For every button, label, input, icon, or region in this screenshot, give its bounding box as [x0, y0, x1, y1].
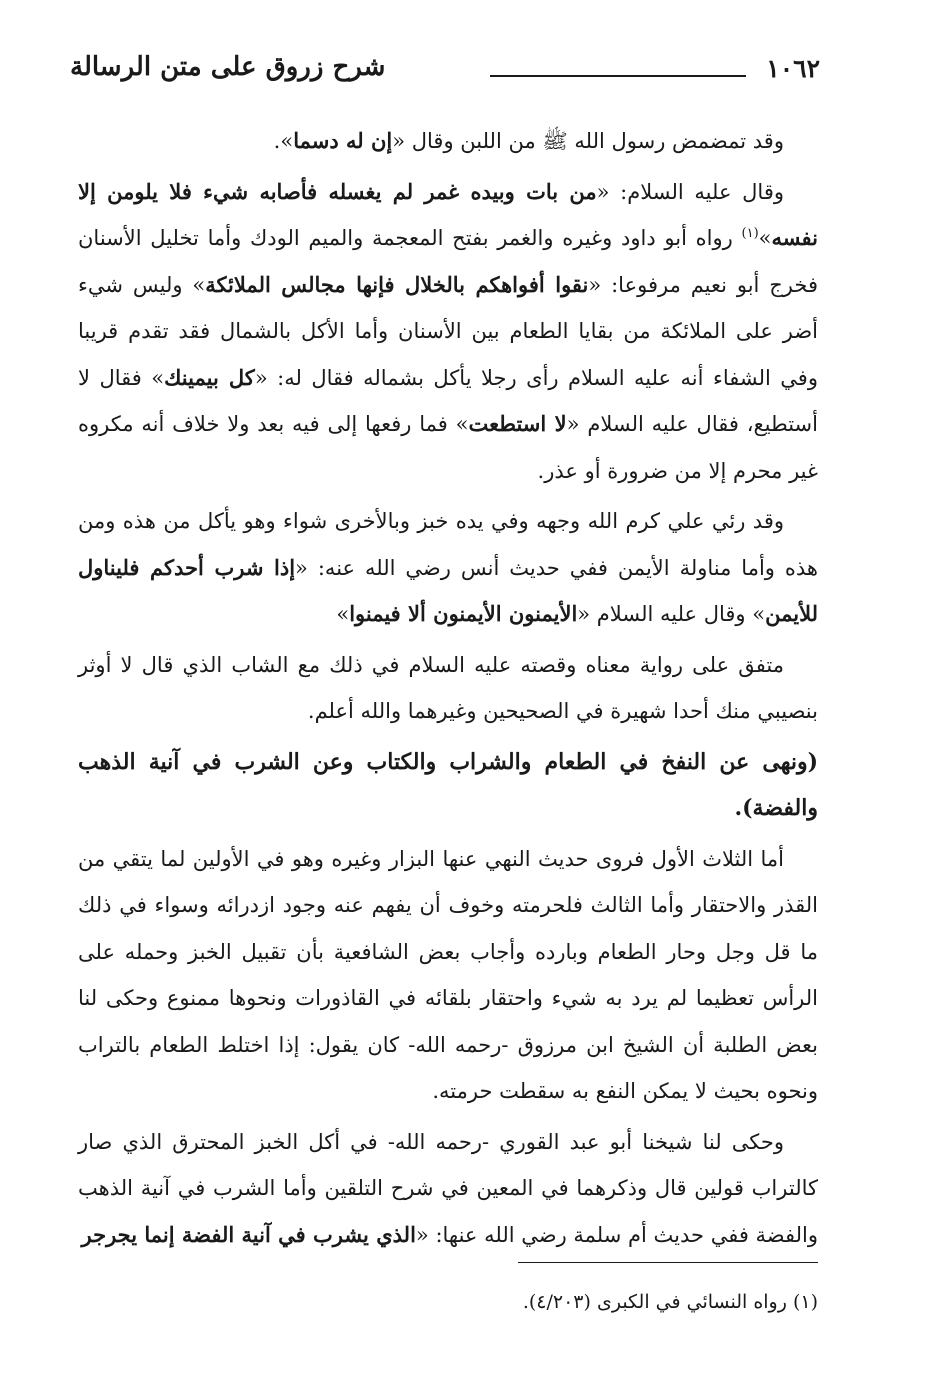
paragraph: وحكى لنا شيخنا أبو عبد القوري -رحمه الله- في أكل الخبز المحترق الذي صار كالتراب قولين قال وذكرهما في المعين في شرح التلقين وأما الشرب في آنية الذهب والفضة ففي حديث أم سلمة رضي الله عنها: «الذي يشرب في آنية الفضة إنما يجرجر — [78, 1129, 818, 1247]
hadith-quote: الأيمنون الأيمنون ألا فيمنوا — [349, 601, 578, 626]
hadith-quote: إذا شرب أحدكم فليناول للأيمن — [78, 554, 818, 626]
page-number: ١٠٦٢ — [766, 54, 820, 83]
hadith-quote: من بات وبيده غمر لم يغسله فأصابه شيء فلا يلومن إلا نفسه — [78, 178, 818, 250]
header-rule — [490, 75, 746, 77]
footnote-rule — [518, 1262, 818, 1263]
hadith-quote: الذي يشرب في آنية الفضة إنما يجرجر — [81, 1221, 416, 1247]
matn-heading: (ونهى عن النفخ في الطعام والشراب والكتاب وعن الشرب في آنية الذهب والفضة). — [78, 748, 818, 821]
footnote: (١) رواه النسائي في الكبرى (٤/٢٠٣). — [522, 1291, 818, 1313]
footnote-marker: (١) — [741, 226, 759, 241]
paragraph: وقد تمضمض رسول الله ﷺ من اللبن وقال «إن له دسما». — [273, 128, 784, 153]
hadith-quote: كل بيمينك — [164, 364, 255, 390]
page-header — [70, 48, 820, 92]
running-title: شرح زروق على متن الرسالة — [70, 52, 386, 82]
hadith-quote: نقوا أفواهكم بالخلال فإنها مجالس الملائكة — [205, 271, 589, 297]
body-text — [78, 118, 818, 1262]
hadith-quote: إن له دسما — [293, 128, 393, 153]
paragraph: وقال عليه السلام: «من بات وبيده غمر لم يغسله فأصابه شيء فلا يلومن إلا نفسه»$^{(١)}$ رواه أبو داود وغيره والغمر بفتح المعجمة والميم الودك وأما تخليل الأسنان فخرج أبو نعيم مرفوعا: «نقوا أفواهكم بالخلال فإنها مجالس الملائكة» وليس شيء أضر على الملائكة من بقايا الطعام بين الأسنان وأما الأكل بالشمال فقد تقدم قريبا وفي الشفاء أنه عليه السلام رأى رجلا يأكل بشماله فقال له: «كل بيمينك» فقال لا أستطيع، فقال عليه السلام «لا استطعت» فما رفعها إلى فيه بعد ولا خلاف أنه مكروه غير محرم إلا من ضرورة أو عذر. — [78, 178, 818, 483]
hadith-quote: لا استطعت — [468, 411, 567, 436]
paragraph: أما الثلاث الأول فروى حديث النهي عنها البزار وغيره وهو في الأولين لما يتقي من القذر والاحتقار وأما الثالث فلحرمته وخوف أن يفهم عنه وجود ازدرائه وسواء في ذلك ما قل وجل وحار الطعام وبارده وأجاب بعض الشافعية بأن تقبيل الخبز وحمله على الرأس تعظيما لم يرد به شيء واحتقار بلقائه في القاذورات ونحوها ممنوع وحكى لنا بعض الطلبة أن الشيخ ابن مرزوق -رحمه الله- كان يقول: إذا اختلط الطعام بالتراب ونحوه بحيث لا يمكن النفع به سقطت حرمته. — [78, 846, 818, 1103]
paragraph: وقد رئي علي كرم الله وجهه وفي يده خبز وبالأخرى شواء وهو يأكل من هذه ومن هذه وأما مناولة الأيمن ففي حديث أنس رضي الله عنه: «إذا شرب أحدكم فليناول للأيمن» وقال عليه السلام «الأيمنون الأيمنون ألا فيمنوا» — [78, 509, 818, 626]
paragraph: متفق على رواية معناه وقصته عليه السلام في ذلك مع الشاب الذي قال لا أوثر بنصيبي منك أحدا شهيرة في الصحيحين وغيرهما والله أعلم. — [78, 652, 818, 723]
